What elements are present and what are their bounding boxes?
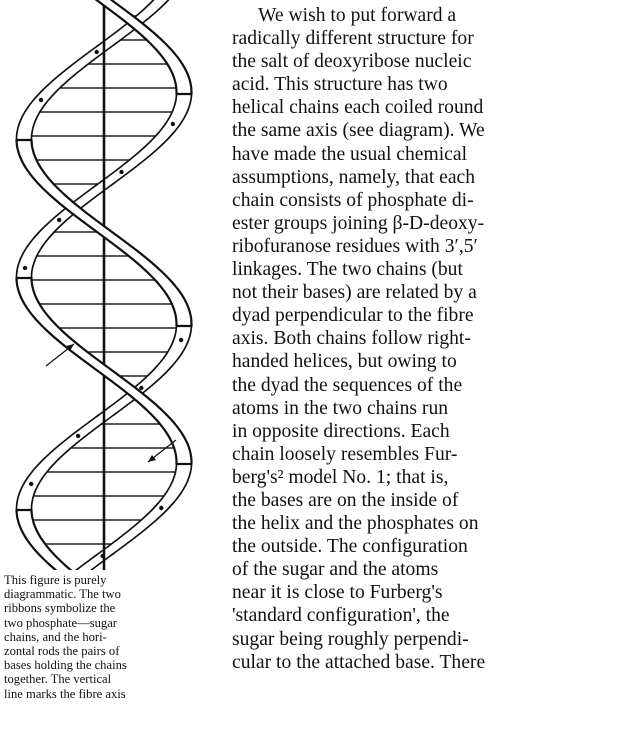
caption-line: chains, and the hori-: [4, 629, 107, 644]
caption-line: together. The vertical: [4, 672, 112, 687]
body-line: 'standard configuration', the: [232, 605, 450, 627]
caption-line: zontal rods the pairs of: [4, 644, 120, 659]
caption-line: two phosphate—sugar: [4, 615, 117, 630]
body-line: chain consists of phosphate di-: [232, 189, 474, 211]
body-line: cular to the attached base. There: [232, 651, 486, 673]
phosphate-dot: [139, 386, 143, 390]
body-line: of the sugar and the atoms: [232, 559, 439, 581]
body-line: ribofuranose residues with 3′,5′: [232, 235, 478, 257]
body-line: linkages. The two chains (but: [232, 259, 463, 281]
ribbon-segment-b-front: [17, 510, 83, 570]
figure-caption: [4, 573, 222, 701]
body-line: atoms in the two chains run: [232, 397, 449, 419]
phosphate-dot: [94, 50, 98, 54]
body-line: near it is close to Furberg's: [232, 582, 443, 604]
phosphate-dot: [179, 338, 183, 342]
body-line: the helix and the phosphates on: [232, 513, 479, 535]
ribbon-segment-b-back: [17, 0, 184, 140]
body-line: assumptions, namely, that each: [232, 166, 476, 188]
double-helix-diagram: [0, 0, 225, 570]
phosphate-dot: [76, 434, 80, 438]
direction-arrow-down: [148, 440, 176, 462]
double-helix-figure: [0, 0, 225, 570]
body-line: acid. This structure has two: [232, 74, 448, 96]
direction-arrow-up: [46, 344, 74, 366]
phosphate-dot: [171, 122, 175, 126]
body-line: sugar being roughly perpendi-: [232, 628, 469, 650]
ribbon-segment-a-front: [70, 0, 192, 94]
body-line: have made the usual chemical: [232, 143, 468, 165]
caption-line: ribbons symbolize the: [4, 601, 116, 616]
body-line: the bases are on the inside of: [232, 489, 459, 511]
ribbon-segment-a-back: [64, 464, 192, 570]
phosphate-dot: [23, 266, 27, 270]
body-line: the dyad the sequences of the: [232, 374, 463, 396]
article-body-text: [232, 4, 634, 674]
body-line: berg's² model No. 1; that is,: [232, 466, 449, 488]
caption-line: This figure is purely: [4, 573, 107, 587]
phosphate-dot: [159, 506, 163, 510]
phosphate-dot: [119, 170, 123, 174]
body-line: not their bases) are related by a: [232, 282, 477, 304]
body-line: the outside. The configuration: [232, 536, 468, 558]
body-line: helical chains each coiled round: [232, 97, 484, 119]
phosphate-dot: [39, 98, 43, 102]
caption-line: line marks the fibre axis: [4, 686, 126, 701]
body-line: chain loosely resembles Fur-: [232, 443, 458, 465]
body-line: radically different structure for: [232, 28, 474, 50]
body-line: the same axis (see diagram). We: [232, 120, 485, 142]
body-line: handed helices, but owing to: [232, 351, 457, 373]
body-line: We wish to put forward a: [258, 5, 457, 26]
body-line: axis. Both chains follow right-: [232, 328, 471, 350]
caption-line: bases holding the chains: [4, 658, 127, 673]
body-line: ester groups joining β-D-deoxy-: [232, 212, 485, 234]
body-line: dyad perpendicular to the fibre: [232, 305, 474, 327]
phosphate-dot: [29, 482, 33, 486]
body-line: the salt of deoxyribose nucleic: [232, 51, 472, 73]
phosphate-dot: [57, 218, 61, 222]
caption-line: diagrammatic. The two: [4, 587, 121, 602]
body-line: in opposite directions. Each: [232, 420, 450, 442]
